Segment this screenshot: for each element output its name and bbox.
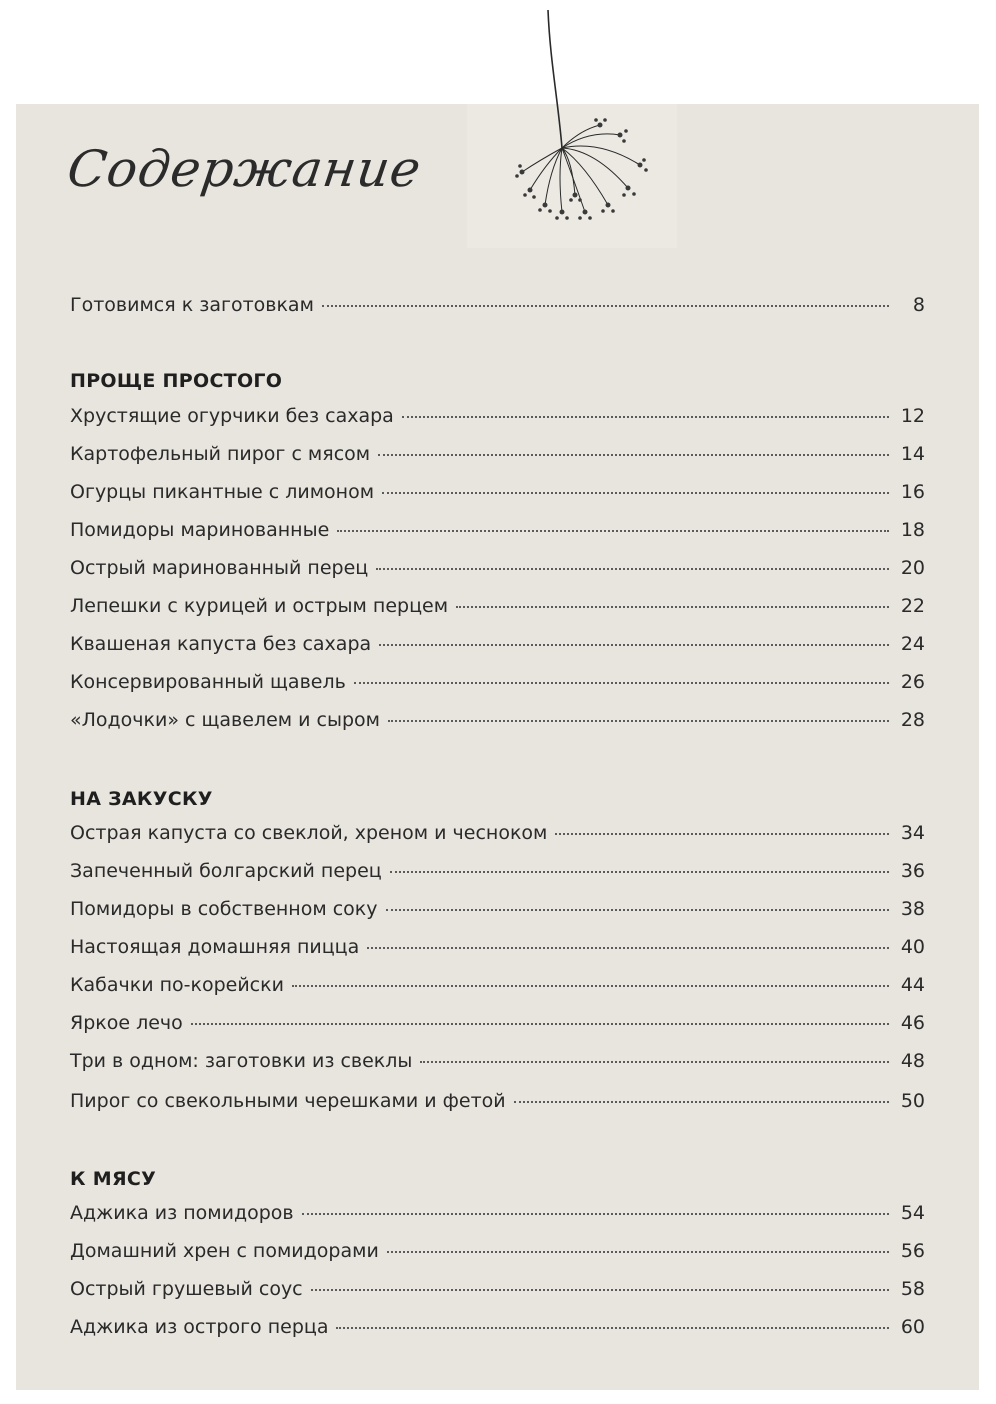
- toc-entry-label: Острый грушевый соус: [70, 1278, 303, 1300]
- dot-leader: [555, 832, 889, 835]
- dot-leader: [514, 1100, 889, 1103]
- dot-leader: [402, 415, 889, 418]
- toc-entry[interactable]: [70, 671, 925, 701]
- toc-entry-label: Острая капуста со свеклой, хреном и чесноком: [70, 822, 548, 844]
- page-title: Содержание: [63, 140, 426, 198]
- toc-entry-page: 20: [900, 557, 925, 579]
- dot-leader: [292, 984, 889, 987]
- toc-entry-intro[interactable]: [70, 294, 925, 324]
- toc-entry-label: Острый маринованный перец: [70, 557, 369, 579]
- toc-entry-label: Аджика из помидоров: [70, 1202, 294, 1224]
- toc-entry-page: 38: [900, 898, 925, 920]
- dot-leader: [456, 605, 889, 608]
- toc-entry[interactable]: [70, 443, 925, 473]
- toc-entry[interactable]: [70, 860, 925, 890]
- toc-entry-label: Картофельный пирог с мясом: [70, 443, 371, 465]
- toc-entry-page: 36: [900, 860, 925, 882]
- toc-entry-page: 58: [900, 1278, 925, 1300]
- dot-leader: [382, 491, 889, 494]
- toc-entry[interactable]: [70, 557, 925, 587]
- toc-entry-page: 8: [912, 294, 925, 316]
- toc-entry-page: 28: [900, 709, 925, 731]
- toc-entry-label: Лепешки с курицей и острым перцем: [70, 595, 449, 617]
- toc-entry[interactable]: [70, 1202, 925, 1232]
- section-heading: ПРОЩЕ ПРОСТОГО: [70, 370, 283, 392]
- section-heading: К МЯСУ: [70, 1168, 157, 1190]
- toc-entry-page: 14: [900, 443, 925, 465]
- toc-entry[interactable]: [70, 898, 925, 928]
- toc-entry-page: 40: [900, 936, 925, 958]
- dot-leader: [387, 1250, 889, 1253]
- dot-leader: [311, 1288, 889, 1291]
- toc-entry-label: Яркое лечо: [70, 1012, 183, 1034]
- toc-entry[interactable]: [70, 1316, 925, 1346]
- toc-entry[interactable]: [70, 1012, 925, 1042]
- dot-leader: [379, 643, 889, 646]
- toc-entry[interactable]: [70, 519, 925, 549]
- dot-leader: [376, 567, 889, 570]
- toc-entry[interactable]: [70, 595, 925, 625]
- toc-entry-page: 24: [900, 633, 925, 655]
- toc-entry-page: 60: [900, 1316, 925, 1338]
- toc-entry[interactable]: [70, 822, 925, 852]
- toc-entry-label: Кабачки по-корейски: [70, 974, 284, 996]
- dot-leader: [386, 908, 889, 911]
- toc-entry[interactable]: [70, 633, 925, 663]
- dot-leader: [302, 1212, 889, 1215]
- toc-entry-label: Домашний хрен с помидорами: [70, 1240, 379, 1262]
- toc-entry[interactable]: [70, 936, 925, 966]
- toc-entry-label: Квашеная капуста без сахара: [70, 633, 372, 655]
- toc-entry-page: 48: [900, 1050, 925, 1072]
- toc-entry-page: 18: [900, 519, 925, 541]
- dot-leader: [322, 304, 889, 307]
- toc-entry-label: Три в одном: заготовки из свеклы: [70, 1050, 413, 1072]
- toc-entry-label: Помидоры в собственном соку: [70, 898, 378, 920]
- toc-entry-page: 50: [900, 1090, 925, 1112]
- dot-leader: [354, 681, 889, 684]
- toc-entry[interactable]: [70, 1050, 925, 1080]
- toc-entry[interactable]: [70, 1278, 925, 1308]
- dill-flower-icon: [500, 0, 670, 250]
- toc-entry-label: «Лодочки» с щавелем и сыром: [70, 709, 380, 731]
- toc-entry-page: 12: [900, 405, 925, 427]
- dot-leader: [420, 1060, 889, 1063]
- toc-entry-page: 56: [900, 1240, 925, 1262]
- toc-entry-page: 54: [900, 1202, 925, 1224]
- dot-leader: [390, 870, 889, 873]
- toc-entry-page: 16: [900, 481, 925, 503]
- toc-entry-page: 34: [900, 822, 925, 844]
- toc-entry[interactable]: [70, 709, 925, 739]
- toc-entry-page: 44: [900, 974, 925, 996]
- toc-entry-label: Готовимся к заготовкам: [70, 294, 314, 316]
- toc-entry-label: Консервированный щавель: [70, 671, 346, 693]
- toc-entry[interactable]: [70, 1240, 925, 1270]
- dot-leader: [367, 946, 889, 949]
- dot-leader: [378, 453, 889, 456]
- dot-leader: [191, 1022, 889, 1025]
- toc-entry-label: Аджика из острого перца: [70, 1316, 329, 1338]
- toc-entry-label: Запеченный болгарский перец: [70, 860, 382, 882]
- toc-entry-label: Настоящая домашняя пицца: [70, 936, 360, 958]
- toc-entry-label: Хрустящие огурчики без сахара: [70, 405, 394, 427]
- toc-entry-page: 46: [900, 1012, 925, 1034]
- dot-leader: [388, 719, 889, 722]
- toc-entry[interactable]: [70, 481, 925, 511]
- toc-entry[interactable]: [70, 974, 925, 1004]
- dot-leader: [337, 529, 889, 532]
- dot-leader: [336, 1326, 889, 1329]
- toc-entry[interactable]: [70, 405, 925, 435]
- toc-entry[interactable]: [70, 1090, 925, 1120]
- toc-entry-page: 26: [900, 671, 925, 693]
- toc-entry-label: Помидоры маринованные: [70, 519, 330, 541]
- section-heading: НА ЗАКУСКУ: [70, 788, 213, 810]
- toc-entry-label: Пирог со свекольными черешками и фетой: [70, 1090, 506, 1112]
- toc-entry-label: Огурцы пикантные с лимоном: [70, 481, 375, 503]
- toc-entry-page: 22: [900, 595, 925, 617]
